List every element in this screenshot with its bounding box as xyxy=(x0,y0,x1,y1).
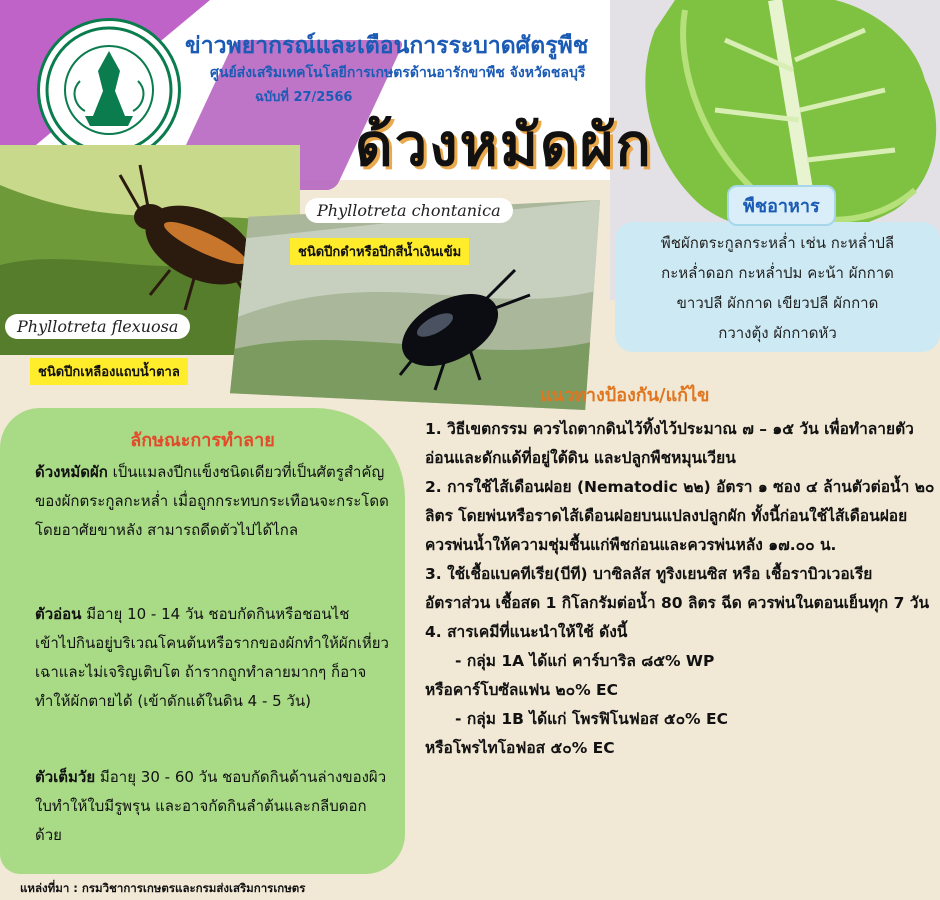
species-type-flexuosa: ชนิดปีกเหลืองแถบน้ำตาล xyxy=(30,358,188,385)
bulletin-title: ข่าวพยากรณ์และเตือนการระบาดศัตรูพืช xyxy=(185,33,589,59)
chemical-group-1a-alt: หรือคาร์โบซัลแฟน ๒๐% EC xyxy=(425,681,618,699)
host-line: กะหล่ำดอก กะหล่ำปม คะน้า ผักกาด xyxy=(661,264,894,282)
damage-heading: ลักษณะการทำลาย xyxy=(130,430,275,451)
damage-paragraph-adult xyxy=(35,763,390,850)
host-plants-heading: พืชอาหาร xyxy=(727,185,836,226)
management-list xyxy=(425,415,935,763)
damage-term: ตัวเต็มวัย xyxy=(35,768,96,786)
management-item-1: 1. วิธีเขตกรรม ควรไถตากดินไว้ทิ้งไว้ประมาณ ๗ – ๑๕ วัน เพื่อทำลายตัวอ่อนและดักแด้ที่อยู่ใต้ดิน และปลูกพืชหมุนเวียน xyxy=(425,420,914,467)
species-type-chontanica: ชนิดปีกดำหรือปีกสีน้ำเงินเข้ม xyxy=(290,238,469,265)
issue-number: ฉบับที่ 27/2566 xyxy=(255,90,353,105)
chemical-group-1a: - กลุ่ม 1A ได้แก่ คาร์บาริล ๘๕% WP xyxy=(455,652,715,670)
damage-text: มีอายุ 30 - 60 วัน ชอบกัดกินด้านล่างของผิวใบทำให้ใบมีรูพรุน และอาจกัดกินลำต้นและกลีบดอกด้วย xyxy=(35,768,387,844)
pest-name-heading: ด้วงหมัดผัก xyxy=(355,111,653,179)
damage-paragraph-beetle xyxy=(35,458,390,545)
species-name-flexuosa: Phyllotreta flexuosa xyxy=(5,314,190,339)
beetle-photo-chontanica xyxy=(230,200,600,410)
host-plants-box xyxy=(615,222,940,352)
source-citation: แหล่งที่มา : กรมวิชาการเกษตรและกรมส่งเสริมการเกษตร xyxy=(20,881,306,895)
damage-term: ตัวอ่อน xyxy=(35,605,82,623)
department-seal-logo xyxy=(37,18,181,162)
management-heading: แนวทางป้องกัน/แก้ไข xyxy=(540,385,710,406)
host-line: พืชผักตระกูลกระหล่ำ เช่น กะหล่ำปลี xyxy=(660,234,895,252)
species-name-chontanica: Phyllotreta chontanica xyxy=(305,198,513,223)
host-line: กวางตุ้ง ผักกาดหัว xyxy=(718,324,837,342)
chemical-group-1b-alt: หรือโพรไทโอฟอส ๕๐% EC xyxy=(425,739,615,757)
host-line: ขาวปลี ผักกาด เขียวปลี ผักกาด xyxy=(676,294,879,312)
center-name: ศูนย์ส่งเสริมเทคโนโลยีการเกษตรด้านอารักขาพืช จังหวัดชลบุรี xyxy=(210,65,586,81)
management-item-3: 3. ใช้เชื้อแบคทีเรีย(บีที) บาซิลลัส ทูริงเยนซิส หรือ เชื้อราบิวเวอเรีย อัตราส่วน เชื้อสด 1 กิโลกรัมต่อน้ำ 80 ลิตร ฉีด ควรพ่นในตอนเย็นทุก 7 วัน xyxy=(425,565,930,612)
chemical-group-1b: - กลุ่ม 1B ได้แก่ โพรฟิโนฟอส ๕๐% EC xyxy=(455,710,728,728)
damage-term: ด้วงหมัดผัก xyxy=(35,463,108,481)
management-item-4: 4. สารเคมีที่แนะนำให้ใช้ ดังนี้ xyxy=(425,623,628,641)
management-item-2: 2. การใช้ไส้เดือนฝอย (Nematodic ๒๒) อัตรา ๑ ซอง ๔ ล้านตัวต่อน้ำ ๒๐ ลิตร โดยพ่นหรือราดไส้เดือนฝอยบนแปลงปลูกผัก ทั้งนี้ก่อนใช้ไส้เดือนฝอย ควรพ่นน้ำให้ความชุ่มชื้นแก่พืชก่อนและควรพ่นหลัง ๑๗.๐๐ น. xyxy=(425,478,935,554)
damage-paragraph-larva xyxy=(35,600,390,716)
damage-text: มีอายุ 10 - 14 วัน ชอบกัดกินหรือชอนไชเข้าไปกินอยู่บริเวณโคนต้นหรือรากของผักทำให้ผักเหี่ยวเฉาและไม่เจริญเติบโต ถ้ารากถูกทำลายมากๆ ก็อาจทำให้ผักตายได้ (เข้าดักแด้ในดิน 4 - 5 วัน) xyxy=(35,605,389,710)
damage-text: เป็นแมลงปีกแข็งชนิดเดียวที่เป็นศัตรูสำคัญของผักตระกูลกะหล่ำ เมื่อถูกกระทบกระเทือนจะกระโดด โดยอาศัยขาหลัง สามารถดีดตัวไปได้ไกล xyxy=(35,463,389,539)
